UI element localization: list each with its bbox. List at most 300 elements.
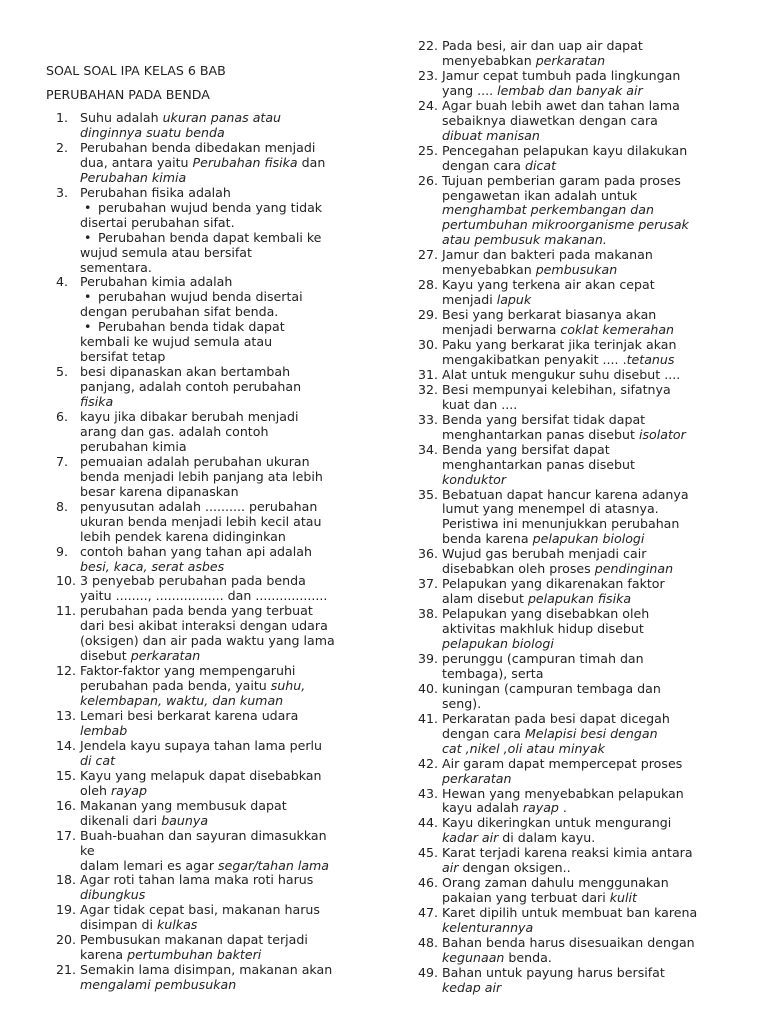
question-line — [442, 322, 674, 337]
question-line — [80, 693, 283, 708]
question-number: 11. — [56, 603, 77, 619]
question-number: 46. — [418, 875, 439, 891]
question-line — [56, 139, 316, 155]
answer-text: air — [442, 860, 459, 876]
question-line — [56, 453, 310, 469]
question-text: Kayu yang melapuk dapat disebabkan — [80, 767, 322, 783]
question-line — [442, 217, 689, 232]
question-line — [56, 932, 308, 948]
answer-text: Melapisi besi dengan — [524, 725, 658, 741]
answer-text: kelembapan, waktu, dan kuman — [80, 693, 284, 709]
question-text: Pembusukan makanan dapat terjadi — [80, 932, 308, 948]
question-line — [442, 427, 686, 442]
question-line — [56, 962, 333, 978]
question-text: pakaian yang terbuat dari — [442, 890, 610, 906]
question-text: pemuaian adalah perubahan ukuran — [80, 453, 310, 469]
question-line — [80, 843, 95, 858]
question-text: dikenali dari — [80, 812, 162, 828]
answer-text: besi, kaca, serat asbes — [80, 558, 225, 574]
question-text: Agar buah lebih awet dan tahan lama — [442, 97, 680, 113]
question-text: Perubahan benda tidak dapat — [98, 319, 285, 335]
answer-text: ukuran panas atau — [162, 110, 282, 125]
question-line — [80, 723, 127, 738]
answer-text: di cat — [80, 752, 116, 768]
question-text: Benda yang bersifat tidak dapat — [442, 411, 646, 427]
question-number: 28. — [418, 277, 439, 293]
question-line — [418, 935, 695, 950]
question-text: alam disebut — [442, 591, 528, 607]
question-line — [442, 516, 679, 531]
question-text: kayu jika dibakar berubah menjadi — [80, 409, 299, 424]
question-line — [442, 860, 571, 875]
question-line — [56, 184, 231, 200]
question-line — [84, 319, 285, 335]
question-line — [80, 245, 252, 260]
question-text: lebih pendek karena didinginkan — [80, 528, 286, 544]
question-text: benda karena — [442, 531, 533, 547]
answer-text: isolator — [638, 426, 686, 442]
question-line — [418, 411, 646, 427]
question-text: Paku yang berkarat jika terinjak akan — [442, 337, 677, 352]
question-text: ke — [80, 842, 95, 858]
bullet: • — [84, 199, 92, 215]
document-subtitle: PERUBAHAN PADA BENDA — [46, 87, 210, 102]
question-text: Peristiwa ini menunjukkan perubahan — [442, 516, 680, 532]
answer-text: menghambat perkembangan dan — [442, 202, 654, 218]
question-line — [442, 800, 567, 815]
question-line — [80, 559, 224, 574]
question-text: Bahan benda harus disesuaikan dengan — [442, 935, 695, 950]
question-text: wujud semula atau bersifat — [80, 244, 252, 260]
question-line — [442, 531, 644, 546]
question-text: besar karena dipanaskan — [80, 483, 239, 499]
question-text: kuat dan .... — [442, 396, 518, 412]
question-line — [56, 274, 233, 290]
answer-text: baunya — [161, 812, 209, 828]
answer-text: lembab — [80, 722, 128, 738]
question-line — [442, 741, 605, 756]
answer-text: rayap — [110, 782, 147, 798]
question-line — [418, 337, 677, 352]
question-line — [442, 83, 643, 98]
question-text: perunggu (campuran timah dan — [442, 650, 644, 666]
question-line — [56, 737, 323, 753]
question-number: 24. — [418, 97, 439, 113]
question-number: 40. — [418, 680, 439, 696]
question-number: 9. — [56, 543, 69, 559]
question-text: Karet dipilih untuk membuat ban karena — [442, 905, 698, 921]
question-text: yang .... — [442, 82, 498, 98]
question-line — [80, 529, 286, 544]
question-line — [442, 980, 501, 995]
question-text: ukuran benda menjadi lebih kecil atau — [80, 513, 322, 529]
question-line — [56, 708, 299, 723]
question-text: perubahan pada benda, yaitu — [80, 678, 271, 694]
question-text: perubahan kimia — [80, 438, 187, 454]
answer-text: pembusukan — [535, 262, 618, 278]
question-text: dua, antara yaitu — [80, 154, 193, 170]
question-text: disimpan di — [80, 917, 158, 933]
question-line — [418, 38, 643, 53]
question-text: Jamur cepat tumbuh pada lingkungan — [442, 67, 681, 83]
question-text: (oksigen) dan air pada waktu yang lama — [80, 633, 335, 649]
question-text: disebabkan oleh proses — [442, 561, 595, 577]
question-line — [418, 710, 670, 726]
question-text: dengan oksigen.. — [458, 860, 571, 876]
question-number: 38. — [418, 606, 439, 622]
question-line — [80, 304, 278, 319]
answer-text: pelapukan fisika — [527, 591, 632, 607]
question-text: Kayu yang terkena air akan cepat — [442, 277, 655, 293]
question-line — [80, 633, 335, 648]
answer-text: coklat kemerahan — [560, 322, 675, 338]
question-line — [80, 260, 152, 275]
question-line — [56, 409, 299, 424]
question-text: kayu adalah — [442, 800, 523, 816]
question-text: dengan cara — [442, 725, 525, 741]
question-line — [442, 232, 607, 247]
question-number: 6. — [56, 409, 69, 424]
question-line — [56, 498, 318, 514]
question-number: 13. — [56, 708, 77, 723]
question-line — [418, 905, 698, 921]
question-text: perubahan wujud benda disertai — [98, 289, 303, 305]
question-line — [442, 696, 481, 711]
question-line — [80, 588, 327, 603]
question-text: Air garam dapat mempercepat proses — [442, 755, 683, 771]
question-line — [442, 636, 554, 651]
question-line — [418, 875, 669, 891]
question-line — [442, 113, 658, 128]
question-text: . — [558, 800, 567, 816]
question-number: 47. — [418, 905, 439, 921]
question-text: perubahan pada benda yang terbuat — [80, 603, 313, 619]
question-line — [418, 67, 681, 83]
question-text: menjadi — [442, 292, 497, 308]
question-line — [418, 277, 655, 293]
question-text: dengan cara — [442, 157, 525, 173]
question-line — [80, 618, 328, 633]
question-line — [56, 573, 306, 589]
question-number: 8. — [56, 498, 69, 514]
answer-text: atau pembusuk makanan. — [442, 232, 607, 248]
question-line — [84, 199, 323, 215]
question-number: 31. — [418, 366, 439, 382]
answer-text: suhu, — [270, 678, 306, 694]
answer-text: dibuat manisan — [442, 127, 540, 143]
document-title: SOAL SOAL IPA KELAS 6 BAB — [46, 63, 226, 78]
question-line — [80, 155, 325, 170]
question-line — [56, 767, 322, 783]
question-text: oleh — [80, 782, 111, 798]
question-number: 7. — [56, 453, 69, 469]
question-line — [418, 755, 683, 771]
question-number: 25. — [418, 142, 439, 158]
question-text: arang dan gas. adalah contoh — [80, 423, 269, 439]
question-number: 39. — [418, 650, 439, 666]
question-text: Pelapukan yang dikarenakan faktor — [442, 576, 665, 592]
question-line — [442, 158, 556, 173]
question-text: aktivitas makhluk hidup disebut — [442, 621, 644, 637]
question-text: Tujuan pemberian garam pada proses — [442, 172, 681, 188]
question-number: 17. — [56, 827, 77, 843]
question-text: dengan perubahan sifat benda. — [80, 304, 279, 320]
question-line — [442, 621, 644, 636]
question-number: 45. — [418, 845, 439, 861]
question-line — [418, 366, 681, 382]
question-line — [418, 381, 671, 397]
question-line — [80, 917, 197, 932]
question-text: Jamur dan bakteri pada makanan — [442, 247, 653, 263]
question-line — [442, 457, 635, 472]
question-number: 23. — [418, 67, 439, 83]
question-text: besi dipanaskan akan bertambah — [80, 364, 291, 380]
question-text: Perubahan benda dapat kembali ke — [98, 229, 322, 245]
question-text: Lemari besi berkarat karena udara — [80, 708, 299, 723]
question-text: sebaiknya diawetkan dengan cara — [442, 112, 658, 128]
question-text: panjang, adalah contoh perubahan — [80, 379, 302, 395]
question-number: 18. — [56, 872, 77, 888]
answer-text: lapuk — [496, 292, 532, 308]
question-line — [418, 307, 657, 323]
question-text: Hewan yang menyebabkan pelapukan — [442, 785, 684, 801]
question-text: karena — [80, 947, 128, 963]
question-number: 29. — [418, 307, 439, 323]
question-line — [418, 680, 661, 696]
question-line — [442, 53, 605, 68]
question-line — [442, 830, 595, 845]
question-text: Wujud gas berubah menjadi cair — [442, 546, 647, 562]
question-line — [56, 543, 312, 559]
question-text: Orang zaman dahulu menggunakan — [442, 875, 669, 891]
question-line — [80, 887, 145, 902]
answer-text: rayap — [522, 800, 559, 816]
bullet: • — [84, 229, 92, 245]
answer-text: konduktor — [442, 471, 507, 487]
question-text: disertai perubahan sifat. — [80, 214, 235, 230]
question-line — [418, 441, 610, 457]
answer-text: pertumbuhan bakteri — [127, 947, 262, 963]
question-line — [80, 678, 305, 693]
answer-text: dibungkus — [80, 887, 146, 903]
question-line — [418, 486, 689, 502]
question-line — [418, 964, 665, 980]
answer-text: kadar air — [442, 830, 499, 846]
question-line — [418, 606, 650, 622]
question-text: Besi yang berkarat biasanya akan — [442, 307, 657, 323]
question-text: Agar roti tahan lama maka roti harus — [80, 872, 314, 888]
answer-text: kedap air — [442, 979, 502, 995]
question-text: Jendela kayu supaya tahan lama perlu — [80, 737, 323, 753]
question-line — [56, 872, 314, 888]
question-number: 2. — [56, 139, 69, 155]
question-text: Makanan yang membusuk dapat — [80, 797, 287, 813]
question-line — [442, 262, 617, 277]
question-text: menyebabkan — [442, 52, 536, 68]
question-line — [56, 364, 291, 380]
question-text: Agar tidak cepat basi, makanan harus — [80, 902, 320, 918]
question-text: menjadi berwarna — [442, 322, 561, 338]
question-text: Faktor-faktor yang mempengaruhi — [80, 663, 296, 679]
question-number: 41. — [418, 710, 439, 726]
question-text: Pelapukan yang disebabkan oleh — [442, 606, 650, 622]
answer-text: pendinginan — [594, 561, 674, 577]
question-line — [56, 827, 327, 843]
answer-text: kulit — [609, 890, 637, 906]
question-text: Karat terjadi karena reaksi kimia antara — [442, 845, 693, 861]
answer-text: cat ,nikel ,oli atau minyak — [442, 740, 605, 756]
question-number: 15. — [56, 767, 77, 783]
question-line — [56, 797, 287, 813]
question-line — [418, 785, 684, 801]
answer-text: lembab dan banyak air — [497, 82, 643, 98]
answer-text: pelapukan biologi — [532, 531, 645, 547]
question-number: 21. — [56, 962, 77, 978]
question-line — [80, 349, 165, 364]
question-line — [442, 352, 674, 367]
question-number: 37. — [418, 576, 439, 592]
question-text: benda menjadi lebih panjang ata lebih — [80, 468, 323, 484]
question-text: Semakin lama disimpan, makanan akan — [80, 962, 333, 978]
question-number: 19. — [56, 902, 77, 918]
question-number: 35. — [418, 486, 439, 502]
answer-text: pertumbuhan mikroorganisme perusak — [442, 217, 689, 233]
question-line — [442, 950, 552, 965]
question-number: 33. — [418, 411, 439, 427]
question-line — [80, 334, 272, 349]
question-line — [80, 514, 322, 529]
question-number: 43. — [418, 785, 439, 801]
question-line — [442, 292, 531, 307]
question-text: Alat untuk mengukur suhu disebut .... — [442, 366, 681, 382]
question-line — [80, 469, 323, 484]
question-line — [442, 202, 654, 217]
question-text: pengawetan ikan adalah untuk — [442, 187, 638, 203]
question-text: Perubahan fisika adalah — [80, 184, 231, 200]
question-number: 5. — [56, 364, 69, 380]
question-line — [80, 394, 113, 409]
question-line — [442, 591, 631, 606]
answer-text: dicat — [524, 157, 557, 173]
question-line — [80, 648, 200, 663]
question-line — [442, 726, 658, 741]
question-number: 12. — [56, 663, 77, 679]
question-line — [80, 858, 329, 873]
question-text: Perubahan kimia adalah — [80, 274, 233, 290]
question-text: menghantarkan panas disebut — [442, 426, 639, 442]
question-number: 16. — [56, 797, 77, 813]
answer-text: mengalami pembusukan — [80, 977, 237, 993]
question-line — [418, 142, 688, 158]
question-line — [80, 783, 147, 798]
question-text: Perkaratan pada besi dapat dicegah — [442, 710, 670, 726]
question-number: 4. — [56, 274, 69, 290]
question-line — [418, 172, 681, 188]
question-text: sementara. — [80, 259, 152, 275]
question-text: contoh bahan yang tahan api adalah — [80, 543, 312, 559]
question-number: 10. — [56, 573, 77, 589]
question-text: Benda yang bersifat dapat — [442, 441, 610, 457]
answer-text: segar/tahan lama — [218, 857, 330, 873]
answer-text: kelenturannya — [442, 920, 534, 936]
answer-text: Perubahan fisika — [192, 154, 298, 170]
question-line — [442, 397, 517, 412]
question-text: menghantarkan panas disebut — [442, 456, 635, 472]
answer-text: perkaratan — [130, 648, 201, 664]
question-text: Pada besi, air dan uap air dapat — [442, 38, 643, 53]
question-text: seng). — [442, 695, 482, 711]
question-text: bersifat tetap — [80, 349, 166, 365]
question-line — [84, 289, 303, 305]
question-text: kembali ke wujud semula atau — [80, 334, 273, 350]
question-number: 44. — [418, 815, 439, 831]
question-line — [56, 603, 313, 619]
question-text: Kayu dikeringkan untuk mengurangi — [442, 815, 672, 831]
question-line — [418, 815, 672, 831]
question-line — [80, 947, 261, 962]
answer-text: pelapukan biologi — [442, 636, 554, 651]
question-number: 26. — [418, 172, 439, 188]
question-number: 27. — [418, 247, 439, 263]
question-line — [442, 666, 543, 681]
answer-text: fisika — [80, 394, 114, 410]
question-text: Bebatuan dapat hancur karena adanya — [442, 486, 689, 502]
question-text: Buah-buahan dan sayuran dimasukkan — [80, 827, 327, 843]
question-line — [80, 813, 208, 828]
question-line — [80, 439, 187, 454]
question-line — [442, 890, 637, 905]
question-text: di dalam kayu. — [498, 830, 596, 846]
question-text: disebut — [80, 648, 131, 664]
question-line — [418, 247, 653, 263]
question-line — [80, 125, 225, 140]
question-line — [442, 472, 506, 487]
question-line — [80, 484, 239, 499]
question-text: dalam lemari es agar — [80, 857, 219, 873]
question-number: 36. — [418, 546, 439, 562]
question-line — [418, 845, 693, 861]
question-text: mengakibatkan penyakit .... . — [442, 351, 627, 367]
question-line — [84, 229, 322, 245]
answer-text: kegunaan — [442, 949, 505, 965]
question-number: 14. — [56, 737, 77, 753]
answer-text: tetanus — [626, 351, 675, 367]
question-number: 1. — [56, 110, 69, 125]
question-text: 3 penyebab perubahan pada benda — [80, 573, 306, 589]
question-line — [80, 379, 301, 394]
question-text: penyusutan adalah .......... perubahan — [80, 498, 318, 514]
question-text: Besi mempunyai kelebihan, sifatnya — [442, 381, 671, 397]
question-line — [80, 753, 115, 768]
question-number: 34. — [418, 441, 439, 457]
question-line — [442, 771, 511, 786]
question-text: kuningan (campuran tembaga dan — [442, 680, 661, 696]
question-text: perubahan wujud benda yang tidak — [98, 199, 323, 215]
question-text: tembaga), serta — [442, 665, 544, 681]
answer-text: perkaratan — [535, 52, 606, 68]
question-text: Suhu adalah — [80, 110, 163, 125]
question-number: 20. — [56, 932, 77, 948]
bullet: • — [84, 289, 92, 305]
question-number: 22. — [418, 38, 439, 53]
question-line — [442, 188, 637, 203]
question-text: dan — [297, 154, 326, 170]
question-line — [418, 546, 647, 562]
question-line — [80, 977, 236, 992]
question-number: 32. — [418, 381, 439, 397]
question-number: 49. — [418, 964, 439, 980]
answer-text: perkaratan — [442, 770, 512, 786]
